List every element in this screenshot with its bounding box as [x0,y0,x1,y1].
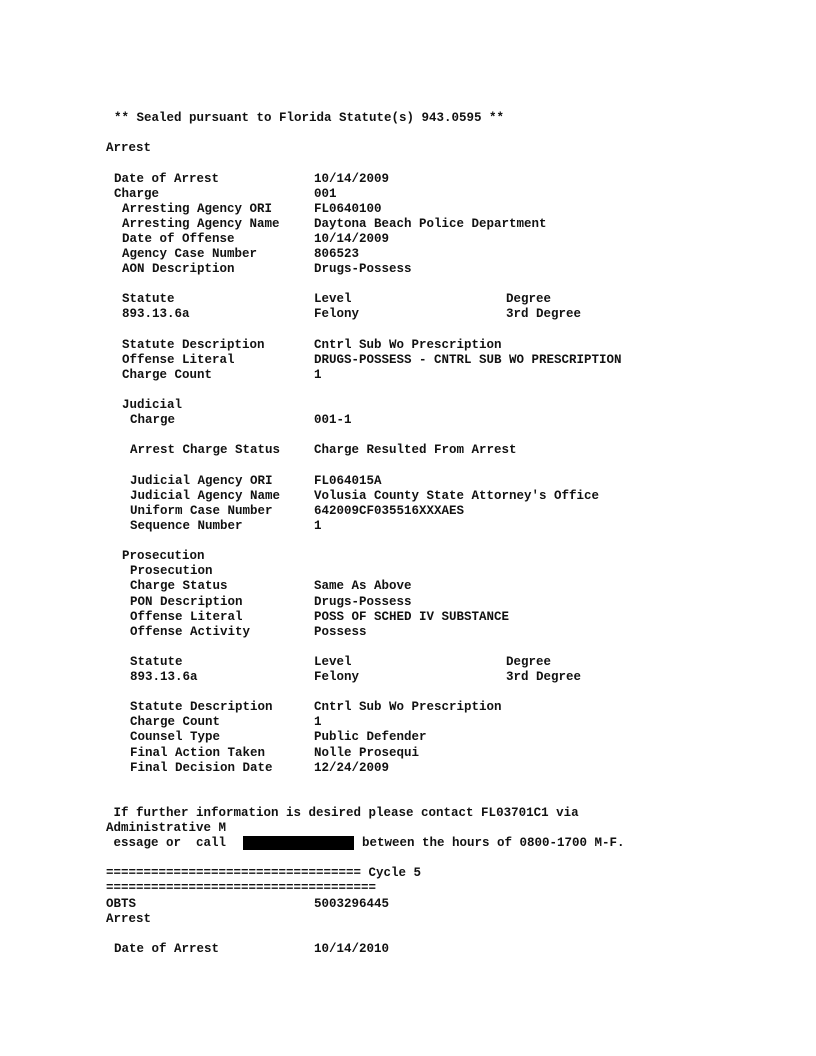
field-value: 1 [314,519,322,533]
field-label: Judicial Agency ORI [130,474,273,488]
field-value: Nolle Prosequi [314,746,420,760]
charge-label: Charge [114,187,160,201]
field-value: Public Defender [314,730,427,744]
date-of-arrest-value: 10/14/2009 [314,172,390,186]
field-value: Daytona Beach Police Department [314,217,547,231]
field-label: Uniform Case Number [130,504,273,518]
field-value: Drugs-Possess [314,595,412,609]
field-value: 1 [314,368,322,382]
cycle-arrest-label: Arrest [106,912,152,926]
obts-label: OBTS [106,897,137,911]
level-header: Level [314,292,352,306]
field-label: Final Action Taken [130,746,266,760]
arrest-charge-status-value: Charge Resulted From Arrest [314,443,517,457]
level-value: Felony [314,670,360,684]
contact-line-1: If further information is desired please contact FL03701C1 via [106,806,579,820]
degree-header: Degree [506,655,552,669]
field-value: Cntrl Sub Wo Prescription [314,338,502,352]
field-label: Charge Count [122,368,213,382]
redaction-bar [243,836,354,850]
field-label: Final Decision Date [130,761,273,775]
field-label: Offense Literal [122,353,235,367]
cycle-divider: ================================== Cycle 5 [106,866,422,880]
degree-value: 3rd Degree [506,307,582,321]
field-label: Offense Literal [130,610,243,624]
field-label: Arresting Agency ORI [122,202,273,216]
field-label: Judicial Agency Name [130,489,281,503]
obts-value: 5003296445 [314,897,390,911]
field-value: FL064015A [314,474,382,488]
field-label: PON Description [130,595,243,609]
charge-value: 001 [314,187,337,201]
judicial-title: Judicial [122,398,183,412]
field-value: Drugs-Possess [314,262,412,276]
field-label: Statute Description [122,338,265,352]
judicial-charge-value: 001-1 [314,413,352,427]
field-label: Counsel Type [130,730,221,744]
level-header: Level [314,655,352,669]
field-value: Cntrl Sub Wo Prescription [314,700,502,714]
statute-header: Statute [130,655,183,669]
field-label: Date of Offense [122,232,235,246]
field-label: Sequence Number [130,519,243,533]
field-value: 10/14/2009 [314,232,390,246]
cycle-divider-2: ==================================== [106,881,377,895]
field-value: Same As Above [314,579,412,593]
field-value: Possess [314,625,367,639]
level-value: Felony [314,307,360,321]
prosecution-subtitle: Prosecution [130,564,213,578]
prosecution-title: Prosecution [122,549,205,563]
contact-line-2: Administrative M [106,821,227,835]
statute-value: 893.13.6a [122,307,190,321]
judicial-charge-label: Charge [130,413,176,427]
contact-line-3-suffix: between the hours of 0800-1700 M-F. [362,836,625,850]
field-value: FL0640100 [314,202,382,216]
field-label: Statute Description [130,700,273,714]
field-label: AON Description [122,262,235,276]
field-value: 1 [314,715,322,729]
field-label: Arresting Agency Name [122,217,280,231]
field-value: 642009CF035516XXXAES [314,504,465,518]
field-label: Charge Status [130,579,228,593]
sealed-notice: ** Sealed pursuant to Florida Statute(s) 943.0595 ** [114,111,505,125]
statute-value: 893.13.6a [130,670,198,684]
date-of-arrest-label: Date of Arrest [114,172,220,186]
field-label: Agency Case Number [122,247,258,261]
degree-value: 3rd Degree [506,670,582,684]
field-label: Charge Count [130,715,221,729]
cycle-date-of-arrest-label: Date of Arrest [114,942,220,956]
field-value: 806523 [314,247,360,261]
field-value: 12/24/2009 [314,761,390,775]
degree-header: Degree [506,292,552,306]
field-label: Offense Activity [130,625,251,639]
statute-header: Statute [122,292,175,306]
contact-line-3-prefix: essage or call [106,836,227,850]
field-value: DRUGS-POSSESS - CNTRL SUB WO PRESCRIPTION [314,353,622,367]
cycle-date-of-arrest-value: 10/14/2010 [314,942,390,956]
field-value: Volusia County State Attorney's Office [314,489,600,503]
arrest-section-title: Arrest [106,141,152,155]
field-value: POSS OF SCHED IV SUBSTANCE [314,610,510,624]
arrest-charge-status-label: Arrest Charge Status [130,443,281,457]
